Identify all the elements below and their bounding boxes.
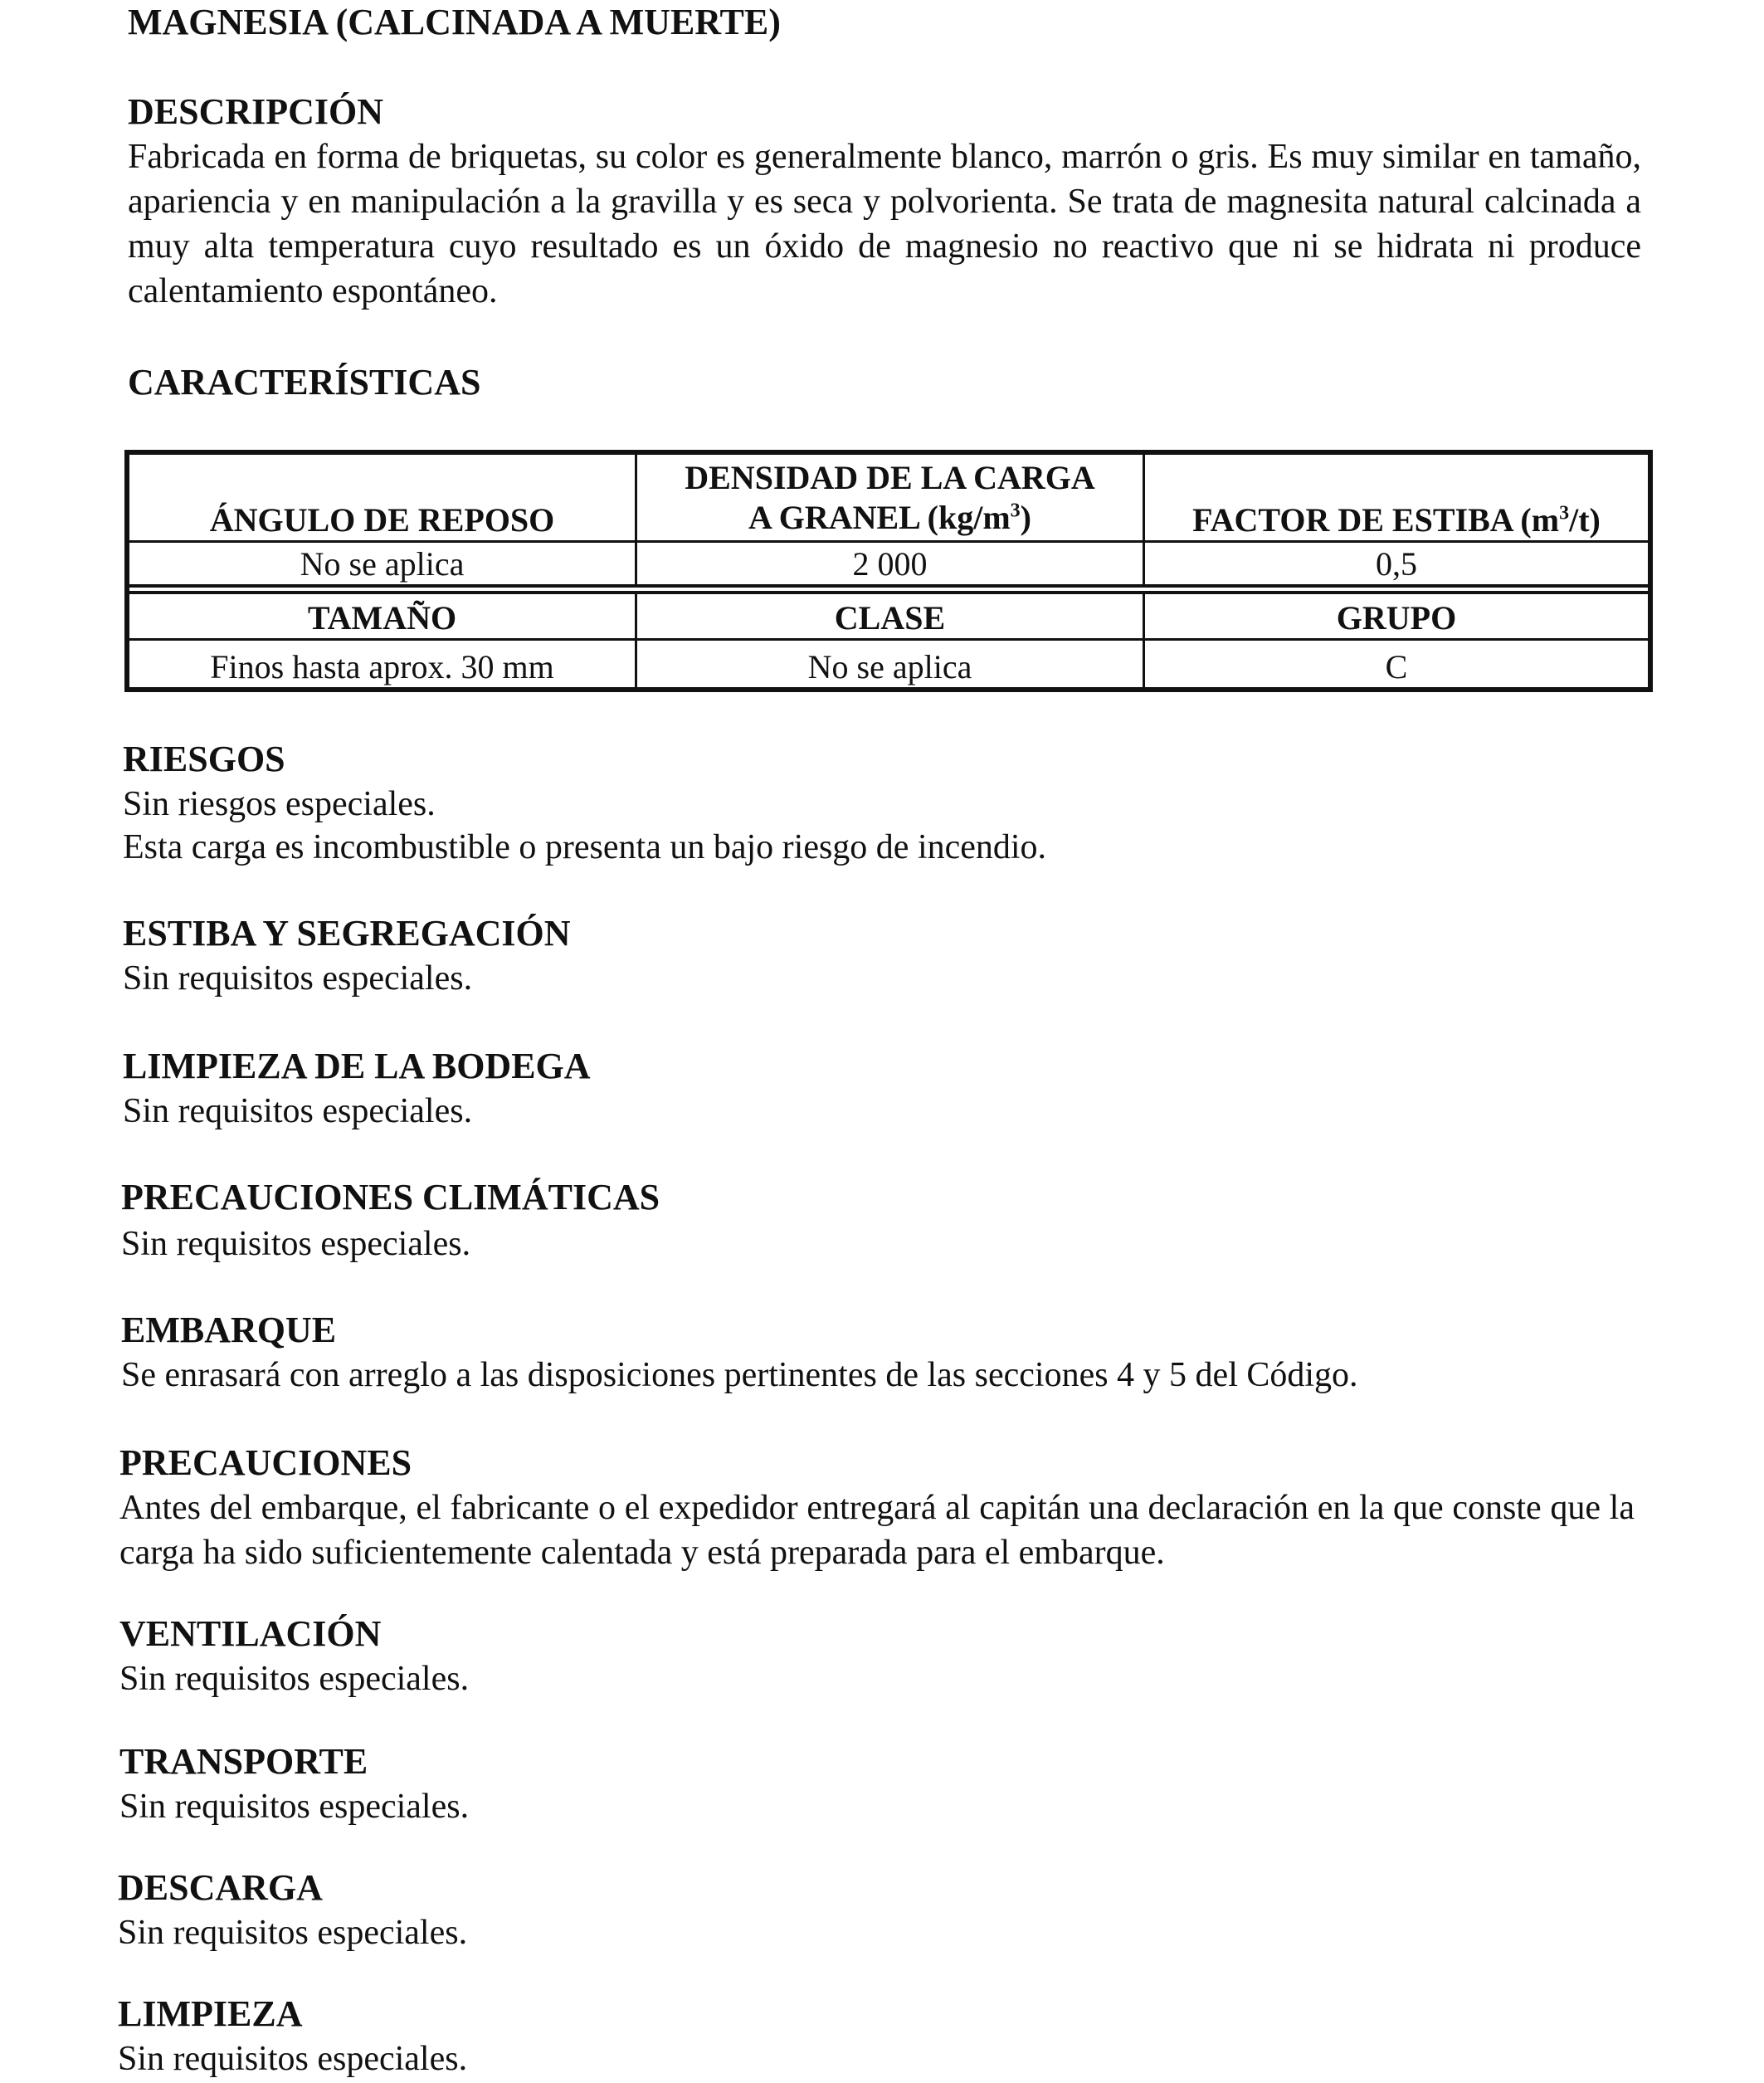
- ventilacion-heading: VENTILACIÓN: [119, 1613, 382, 1654]
- document-title: MAGNESIA (CALCINADA A MUERTE): [128, 2, 781, 42]
- header-grupo: GRUPO: [1336, 599, 1457, 637]
- header-factor-de-estiba: FACTOR DE ESTIBA $(m^3/t)$: [1192, 501, 1601, 539]
- descripcion-heading: DESCRIPCIÓN: [128, 91, 384, 132]
- cell-clase: No se aplica: [637, 641, 1145, 687]
- precauciones-text: Antes del embarque, el fabricante o el expedidor entregará al capitán una declaración en la que conste que la carga ha sido suficientemente calentada y está preparada para el embarque.: [119, 1489, 1635, 1572]
- header-densidad-line2: A GRANEL $(kg/m^3)$: [748, 498, 1031, 536]
- header-densidad: [637, 455, 1145, 540]
- header-tamano: TAMAÑO: [129, 594, 637, 638]
- embarque-heading: EMBARQUE: [121, 1310, 337, 1350]
- caracteristicas-heading: CARACTERÍSTICAS: [128, 362, 481, 402]
- cell-tamano: Finos hasta aprox. 30 mm: [129, 641, 637, 687]
- cell-angulo: No se aplica: [129, 543, 637, 584]
- ventilacion-text: Sin requisitos especiales.: [119, 1660, 470, 1698]
- header-clase: CLASE: [637, 594, 1145, 638]
- descarga-heading: DESCARGA: [118, 1867, 323, 1908]
- header-densidad-line1: DENSIDAD DE LA CARGA: [685, 458, 1095, 496]
- descarga-text: Sin requisitos especiales.: [118, 1914, 468, 1952]
- transporte-heading: TRANSPORTE: [119, 1741, 368, 1782]
- header-angulo-de-reposo: ÁNGULO DE REPOSO: [129, 455, 637, 540]
- transporte-text: Sin requisitos especiales.: [119, 1788, 470, 1826]
- limpieza-bodega-text: Sin requisitos especiales.: [123, 1092, 473, 1130]
- estiba-text: Sin requisitos especiales.: [123, 959, 473, 998]
- riesgos-line1: Sin riesgos especiales.: [123, 785, 436, 823]
- precauciones-climaticas-text: Sin requisitos especiales.: [121, 1225, 471, 1263]
- riesgos-line2: Esta carga es incombustible o presenta un bajo riesgo de incendio.: [123, 828, 1047, 866]
- limpieza-text: Sin requisitos especiales.: [118, 2040, 468, 2078]
- precauciones-heading: PRECAUCIONES: [119, 1442, 412, 1483]
- table-header-row: [129, 455, 1648, 543]
- cell-factor: 0,5: [1376, 545, 1417, 583]
- table-row: [129, 641, 1648, 687]
- descripcion-text: Fabricada en forma de briquetas, su color es generalmente blanco, marrón o gris. Es muy similar en tamaño, apariencia y en manipulación a la gravilla y es seca y polvorienta. Se trata de magnesita natural calcinada a muy alta temperatura cuyo resultado es un óxido de magnesio no reactivo que ni se hidrata ni produce calentamiento espontáneo.: [128, 138, 1641, 310]
- cell-densidad: 2 000: [637, 543, 1145, 584]
- limpieza-bodega-heading: LIMPIEZA DE LA BODEGA: [123, 1046, 591, 1086]
- riesgos-heading: RIESGOS: [123, 739, 285, 779]
- limpieza-heading: LIMPIEZA: [118, 1993, 303, 2034]
- cell-grupo: C: [1385, 648, 1408, 685]
- estiba-heading: ESTIBA Y SEGREGACIÓN: [123, 913, 571, 954]
- precauciones-climaticas-heading: PRECAUCIONES CLIMÁTICAS: [121, 1177, 660, 1217]
- table-row: [129, 543, 1648, 594]
- embarque-text: Se enrasará con arreglo a las disposiciones pertinentes de las secciones 4 y 5 del Código.: [121, 1356, 1358, 1394]
- characteristics-table: [124, 450, 1653, 692]
- table-header-row-2: [129, 594, 1648, 641]
